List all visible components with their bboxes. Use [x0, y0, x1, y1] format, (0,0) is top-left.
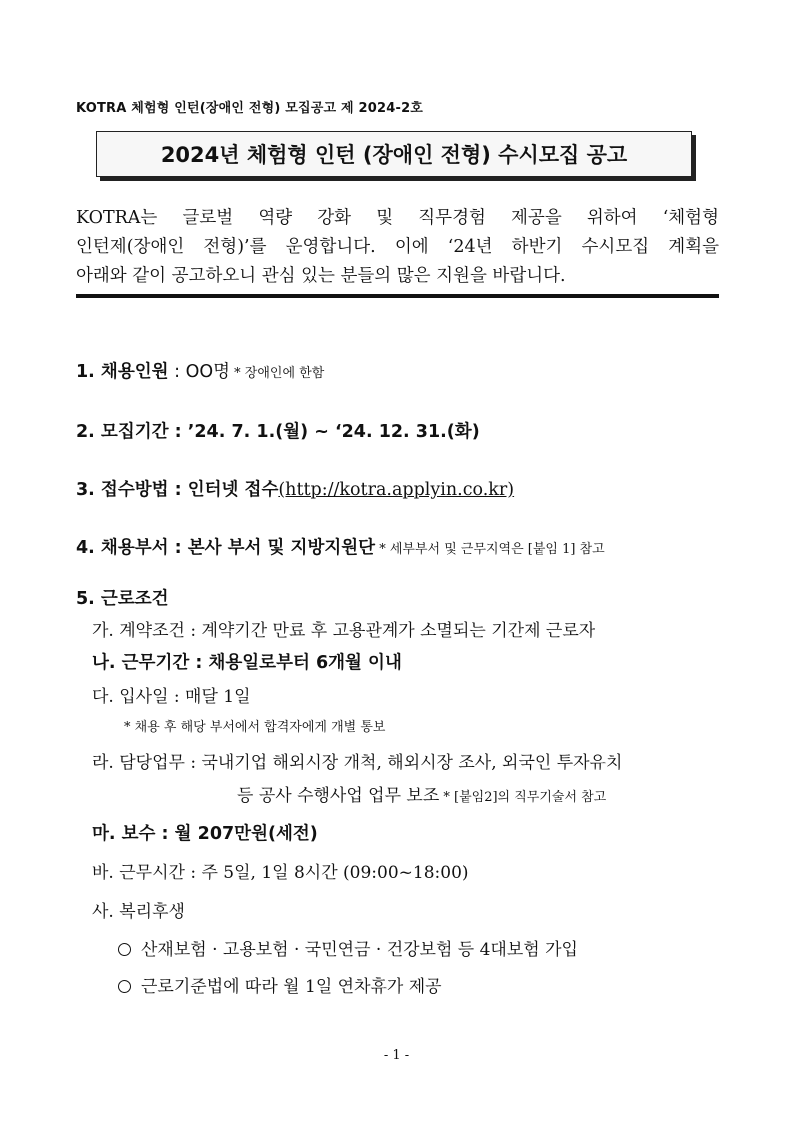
section-label: 5. 근로조건: [76, 589, 169, 609]
intro-line: KOTRA는 글로벌 역량 강화 및 직무경험 제공을 위하여 ‘체험형: [76, 208, 719, 228]
condition-start-note: * 채용 후 해당 부서에서 합격자에게 개별 통보: [124, 720, 386, 735]
section-period: [76, 418, 480, 443]
condition-duties-cont: [237, 781, 606, 806]
divider: [76, 294, 719, 298]
condition-contract: 가. 계약조건 : 계약기간 만료 후 고용관계가 소멸되는 기간제 근로자: [92, 621, 596, 641]
section-label: 4. 채용부서: [76, 538, 169, 558]
benefit-item: [118, 972, 442, 997]
section-label: 3. 접수방법: [76, 480, 169, 500]
section-sep: :: [168, 362, 186, 382]
benefit-text: 근로기준법에 따라 월 1일 연차휴가 제공: [141, 977, 442, 997]
section-department: [76, 534, 605, 559]
condition-duties: 라. 담당업무 : 국내기업 해외시장 개척, 해외시장 조사, 외국인 투자유치: [92, 753, 623, 773]
intro-line: 인턴제(장애인 전형)’를 운영합니다. 이에 ‘24년 하반기 수시모집 계획을: [76, 237, 719, 257]
section-value: ’24. 7. 1.(월) ~ ‘24. 12. 31.(화): [187, 422, 480, 442]
circle-bullet-icon: [118, 980, 131, 993]
page-title: 2024년 체험형 인턴 (장애인 전형) 수시모집 공고: [160, 143, 628, 167]
section-apply-method: [76, 476, 514, 501]
intro-paragraph: [76, 204, 719, 291]
duties-note: * [붙임2]의 직무기술서 참고: [439, 790, 607, 805]
benefit-item: [118, 935, 578, 960]
intro-line: 아래와 같이 공고하오니 관심 있는 분들의 많은 지원을 바랍니다.: [76, 266, 566, 286]
condition-salary: 마. 보수 : 월 207만원(세전): [92, 824, 318, 844]
benefit-text: 산재보험 · 고용보험 · 국민연금 · 건강보험 등 4대보험 가입: [141, 940, 578, 960]
duties-text: 등 공사 수행사업 업무 보조: [237, 786, 440, 806]
condition-period: 나. 근무기간 : 채용일로부터 6개월 이내: [92, 653, 402, 673]
condition-hours: 바. 근무시간 : 주 5일, 1일 8시간 (09:00~18:00): [92, 863, 469, 883]
circle-bullet-icon: [118, 943, 131, 956]
section-recruit-count: [76, 358, 324, 383]
section-sep: :: [168, 422, 188, 442]
title-box: [96, 131, 692, 177]
section-sep: :: [168, 480, 188, 500]
condition-benefits: 사. 복리후생: [92, 902, 185, 922]
section-note: * 세부부서 및 근무지역은 [붙임 1] 참고: [375, 542, 605, 557]
section-value: 인터넷 접수: [187, 480, 279, 500]
section-label: 1. 채용인원: [76, 362, 169, 382]
section-value: 본사 부서 및 지방지원단: [187, 538, 376, 558]
notice-number: KOTRA 체험형 인턴(장애인 전형) 모집공고 제 2024-2호: [76, 101, 424, 116]
condition-start-date: 다. 입사일 : 매달 1일: [92, 687, 251, 707]
page-number: - 1 -: [383, 1048, 410, 1063]
section-label: 2. 모집기간: [76, 422, 169, 442]
section-note: * 장애인에 한함: [230, 366, 325, 381]
apply-link[interactable]: (http://kotra.applyin.co.kr): [278, 480, 515, 500]
section-conditions: [76, 585, 169, 610]
section-sep: :: [168, 538, 188, 558]
section-value: OO명: [185, 362, 231, 382]
